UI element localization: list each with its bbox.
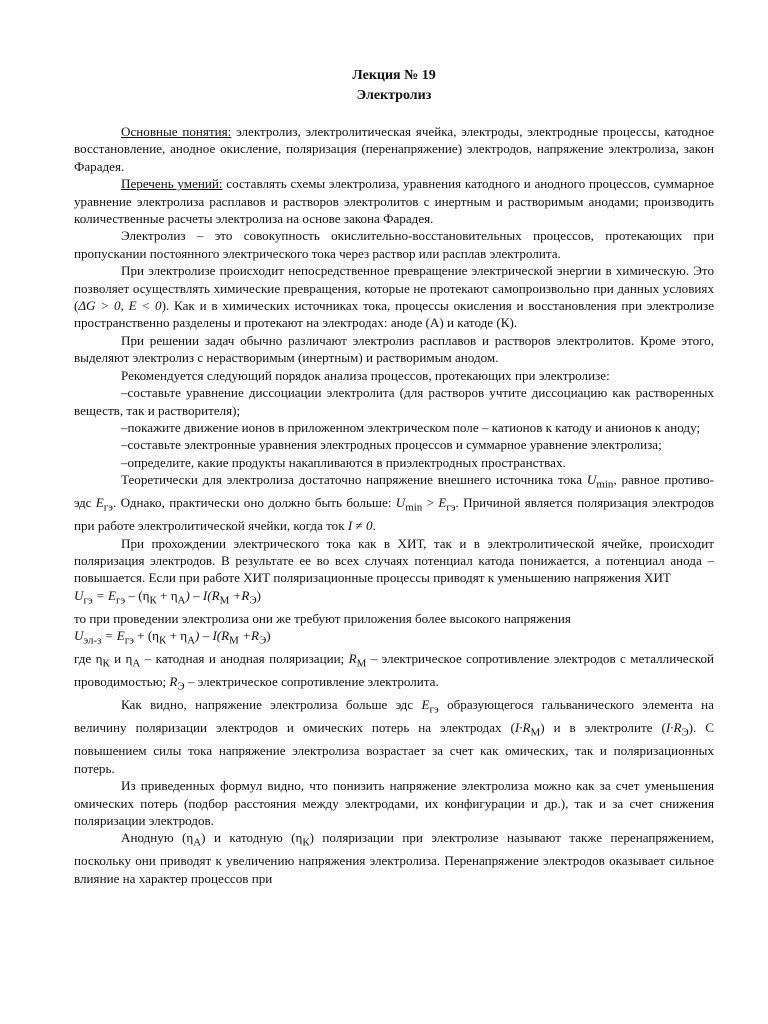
p10-a: где η xyxy=(74,651,103,667)
paragraph-skills xyxy=(74,175,714,227)
f1-r: +R xyxy=(229,587,250,603)
lecture-topic: Электролиз xyxy=(356,88,432,103)
p10-d: – электрическое сопротивление электродов с металлической проводимостью; xyxy=(74,651,714,690)
p11-irm-sub: М xyxy=(530,726,541,739)
f2-k: К xyxy=(159,634,167,647)
p11-b: образующегося гальванического элемента на величину поляризации электродов и омических потерь на электродах ( xyxy=(74,697,714,736)
f2-plus: + η xyxy=(166,628,188,644)
formula-hit-voltage xyxy=(74,587,714,610)
p7-text-c: . Однако, практически оно должно быть больше: xyxy=(112,495,396,511)
p7-cond-mid: > xyxy=(422,495,439,511)
p7-cond-b: E xyxy=(438,495,447,511)
p4-condition: ΔG > 0, E < 0 xyxy=(78,298,162,314)
p4-text-b: ). Как и в химических источниках тока, процессы окисления и восстановления при электролизе пространственно разделены и протекают на электродах: аноде (А) и катоде (К). xyxy=(74,298,715,331)
f1-k: К xyxy=(149,594,157,607)
f2-r: +R xyxy=(238,628,259,644)
f2-u-sub: эл-з xyxy=(83,634,102,647)
list-item-4: –определите, какие продукты накапливаются в приэлектродных пространствах. xyxy=(121,454,566,470)
p7-current: I ≠ 0 xyxy=(347,518,373,534)
paragraph-order: Рекомендуется следующий порядок анализа процессов, протекающих при электролизе: xyxy=(121,367,610,383)
p13-k-sub: К xyxy=(302,836,310,849)
list-item-3: –составьте электронные уравнения электродных процессов и суммарное уравнение электролиза; xyxy=(121,437,662,453)
paragraph-electrolysis-voltage: то при проведении электролиза они же требуют приложения более высокого напряжения xyxy=(74,610,571,626)
p11-irm: I·R xyxy=(514,720,531,736)
p11-e: E xyxy=(421,697,430,713)
p10-k: К xyxy=(102,657,110,670)
p10-b: и η xyxy=(109,651,133,667)
p11-a: Как видно, напряжение электролиза больше эдс xyxy=(121,697,422,713)
skills-label: Перечень умений: xyxy=(121,176,223,192)
p13-b: ) и катодную (η xyxy=(201,830,303,846)
p7-cond-a: U xyxy=(395,495,406,511)
p10-rm: R xyxy=(348,651,357,667)
p7-umin-sub: min xyxy=(596,478,614,491)
p10-re: R xyxy=(169,674,178,690)
f1-a: А xyxy=(177,594,186,607)
f1-re: Э xyxy=(249,594,257,607)
p10-e: – электрическое сопротивление электролита. xyxy=(184,674,439,690)
p11-d: ). С повышением силы тока напряжение электролиза возрастает за счет как омических, так и поляризационных потерь. xyxy=(74,720,714,776)
p7-text-d: . Причиной является поляризация электродов при работе электролитической ячейки, когда ток xyxy=(74,495,714,534)
paragraph-concepts xyxy=(74,123,714,175)
p7-end: . xyxy=(372,518,376,534)
paragraph-polarization: При прохождении электрического тока как в ХИТ, так и в электролитической ячейке, происходит поляризация электродов. В результате ее во всех случаях потенциал катода понижается, а потенциал анода – повышается. Если при работе ХИТ поляризационные процессы приводят к уменьшению напряжения ХИТ xyxy=(74,535,714,586)
p7-e: E xyxy=(95,495,104,511)
p7-cond-sub-a: min xyxy=(405,501,423,514)
list-item-1: –составьте уравнение диссоциации электролита (для растворов учтите диссоциацию как растворенных веществ, так и растворителя); xyxy=(74,385,714,418)
skills-text: составлять схемы электролиза, уравнения катодного и анодного процессов, суммарное уравнение электролиза расплавов и растворов электролитов с инертным и растворимым анодами; производить количественные расчеты электролиза на основе закона Фарадея. xyxy=(74,176,714,227)
concepts-text: электролиз, электролитическая ячейка, электроды, электродные процессы, катодное восстановление, анодное окисление, поляризация (перенапряжение) электродов, напряжение электролиза, закон Фарадея. xyxy=(74,124,714,174)
concepts-label: Основные понятия: xyxy=(121,124,232,139)
p11-ire: I·R xyxy=(665,720,682,736)
p10-rm-sub: М xyxy=(356,657,367,670)
p10-re-sub: Э xyxy=(177,680,185,693)
paragraph-comparison xyxy=(74,696,714,777)
paragraph-theory xyxy=(74,471,714,534)
p7-cond-sub-b: гэ xyxy=(446,501,456,514)
f1-close: ) xyxy=(256,587,262,603)
formula-electrolysis-voltage xyxy=(74,627,714,650)
p13-a: Анодную (η xyxy=(121,830,194,846)
f1-plus: + η xyxy=(156,587,178,603)
p10-a2: А xyxy=(132,657,141,670)
f2-a: А xyxy=(187,634,195,647)
paragraph-definition: Электролиз – это совокупность окислительно-восстановительных процессов, протекающих при пропускании постоянного электрического тока через раствор или расплав электролита. xyxy=(74,228,714,261)
p7-umin: U xyxy=(586,472,597,488)
f1-ir: ) – I(R xyxy=(185,587,220,603)
f2-m: М xyxy=(229,634,239,647)
list-item-2: –покажите движение ионов в приложенном электрическом поле – катионов к катоду и анионов к аноду; xyxy=(121,419,701,435)
paragraph-overvoltage xyxy=(74,829,714,887)
paragraph-reduction: Из приведенных формул видно, что понизить напряжение электролиза можно как за счет уменьшения омических потерь (подбор расстояния между электродами, их конфигурации и др.), так и за счет снижения поляризации электродов. xyxy=(74,778,714,828)
p7-text-b: , равное противо-эдс xyxy=(74,472,714,511)
p4-text-a: При электролизе происходит непосредственное превращение электрической энергии в химическую. Это позволяет осуществлять химические превращения, которые не протекают самопроизвольно при данных условиях ( xyxy=(74,263,714,314)
p10-c: – катодная и анодная поляризации; xyxy=(140,651,349,667)
f2-re: Э xyxy=(258,634,267,647)
f2-close: ) xyxy=(266,628,271,644)
paragraph-energy xyxy=(74,262,714,332)
f2-e-sub: гэ xyxy=(124,634,134,647)
document-page xyxy=(74,66,714,887)
p11-e-sub: гэ xyxy=(429,703,439,716)
p7-text-a: Теоретически для электролиза достаточно напряжение внешнего источника тока xyxy=(121,472,587,488)
paragraph-legend xyxy=(74,650,714,696)
p11-ire-sub: Э xyxy=(681,726,689,739)
f1-m: М xyxy=(219,594,230,607)
lecture-number: Лекция № 19 xyxy=(352,68,436,83)
f2-e: = E xyxy=(101,628,125,644)
p7-e-sub: гэ xyxy=(103,501,113,514)
p13-c: ) поляризации при электролизе называют также перенапряжением, поскольку они приводят к увеличению напряжения электролиза. Перенапряжение электродов оказывает сильное влияние на характер процессов при xyxy=(74,830,714,886)
f1-u: U xyxy=(74,587,84,603)
f1-e: = E xyxy=(92,587,117,603)
f2-eta: + (η xyxy=(133,628,160,644)
f1-eta: – (η xyxy=(125,587,150,603)
f2-ir: ) – I(R xyxy=(194,628,230,644)
p11-c: ) и в электролите ( xyxy=(540,720,666,736)
f1-e-sub: гэ xyxy=(116,594,126,607)
paragraph-types: При решении задач обычно различают электролиз расплавов и растворов электролитов. Кроме этого, выделяют электролиз с нерастворимым (инертным) и растворимым анодом. xyxy=(74,332,714,366)
f1-u-sub: гэ xyxy=(83,594,93,607)
p13-a-sub: А xyxy=(193,836,202,849)
f2-u: U xyxy=(74,628,84,644)
